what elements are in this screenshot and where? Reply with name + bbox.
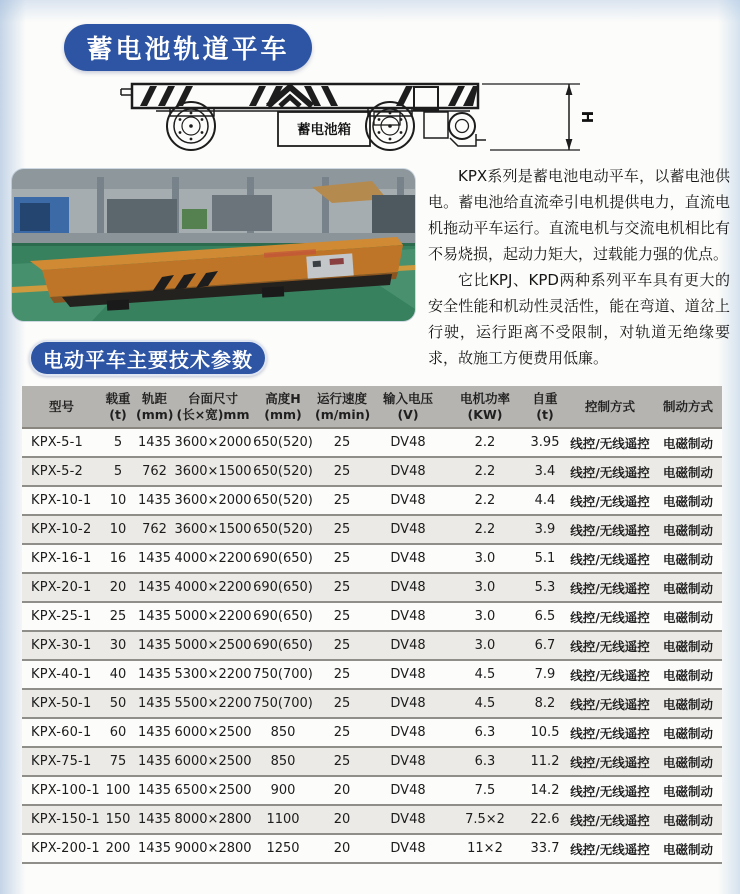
cell-self-weight: 3.95 <box>524 428 566 457</box>
cell-speed: 20 <box>314 805 370 834</box>
column-header-power: 电机功率 (KW) <box>446 386 524 428</box>
cell-voltage: DV48 <box>370 718 446 747</box>
cell-control: 线控/无线遥控 <box>566 805 654 834</box>
table-row-KPX-5-1 <box>22 428 722 457</box>
cell-deck-size: 8000×2800 <box>174 805 252 834</box>
table-row-KPX-16-1 <box>22 544 722 573</box>
cell-self-weight: 4.4 <box>524 486 566 515</box>
cell-self-weight: 7.9 <box>524 660 566 689</box>
cell-brake: 电磁制动 <box>654 834 722 863</box>
cell-control: 线控/无线遥控 <box>566 544 654 573</box>
table-row-KPX-75-1 <box>22 747 722 776</box>
description-paragraph-2: 它比KPJ、KPD两种系列平车具有更大的安全性能和机动性灵活性，能在弯道、道岔上行驶，运行距离不受限制，对轨道无绝缘要求，故施工方便费用低廉。 <box>428 271 730 367</box>
cell-deck-size: 3600×1500 <box>174 515 252 544</box>
cell-voltage: DV48 <box>370 602 446 631</box>
cell-voltage: DV48 <box>370 747 446 776</box>
cell-gauge: 1435 <box>135 428 174 457</box>
cell-load: 5 <box>101 457 135 486</box>
section-title: 电动平车主要技术参数 <box>43 347 253 372</box>
cell-power: 3.0 <box>446 631 524 660</box>
cell-gauge: 1435 <box>135 544 174 573</box>
cell-voltage: DV48 <box>370 834 446 863</box>
cell-load: 150 <box>101 805 135 834</box>
cell-height: 690(650) <box>252 631 314 660</box>
battery-box-label: 蓄电池箱 <box>297 122 351 138</box>
drive-unit <box>424 112 486 146</box>
cell-speed: 25 <box>314 747 370 776</box>
cell-control: 线控/无线遥控 <box>566 486 654 515</box>
cell-gauge: 762 <box>135 457 174 486</box>
cell-model: KPX-60-1 <box>22 718 101 747</box>
cell-brake: 电磁制动 <box>654 631 722 660</box>
cell-gauge: 1435 <box>135 486 174 515</box>
cell-height: 650(520) <box>252 486 314 515</box>
cell-gauge: 762 <box>135 515 174 544</box>
cell-power: 2.2 <box>446 515 524 544</box>
cell-deck-size: 5000×2500 <box>174 631 252 660</box>
column-header-load: 载重 (t) <box>101 386 135 428</box>
cell-self-weight: 3.4 <box>524 457 566 486</box>
column-header-gauge: 轨距 (mm) <box>135 386 174 428</box>
height-dimension <box>482 84 596 150</box>
cell-load: 5 <box>101 428 135 457</box>
cell-model: KPX-50-1 <box>22 689 101 718</box>
wheel-rear <box>366 102 414 150</box>
hazard-stripes-right <box>396 86 478 110</box>
table-row-KPX-40-1 <box>22 660 722 689</box>
cell-model: KPX-200-1 <box>22 834 101 863</box>
cell-power: 3.0 <box>446 544 524 573</box>
cell-speed: 25 <box>314 486 370 515</box>
cell-brake: 电磁制动 <box>654 718 722 747</box>
cell-control: 线控/无线遥控 <box>566 660 654 689</box>
table-row-KPX-10-1 <box>22 486 722 515</box>
cell-deck-size: 5000×2200 <box>174 602 252 631</box>
cell-power: 7.5 <box>446 776 524 805</box>
cell-deck-size: 6000×2500 <box>174 718 252 747</box>
column-header-voltage: 输入电压 (V) <box>370 386 446 428</box>
cell-speed: 25 <box>314 660 370 689</box>
section-title-banner <box>29 340 267 376</box>
cell-self-weight: 22.6 <box>524 805 566 834</box>
cell-brake: 电磁制动 <box>654 660 722 689</box>
cell-height: 900 <box>252 776 314 805</box>
table-row-KPX-30-1 <box>22 631 722 660</box>
spec-table <box>22 386 722 864</box>
cell-model: KPX-100-1 <box>22 776 101 805</box>
column-header-control: 控制方式 <box>566 386 654 428</box>
cell-gauge: 1435 <box>135 660 174 689</box>
cell-power: 6.3 <box>446 718 524 747</box>
cell-speed: 25 <box>314 515 370 544</box>
cell-model: KPX-150-1 <box>22 805 101 834</box>
cell-power: 2.2 <box>446 428 524 457</box>
cell-brake: 电磁制动 <box>654 602 722 631</box>
cell-self-weight: 5.3 <box>524 573 566 602</box>
cell-brake: 电磁制动 <box>654 689 722 718</box>
cell-speed: 25 <box>314 573 370 602</box>
header-row <box>22 386 722 428</box>
column-header-speed: 运行速度 (m/min) <box>314 386 370 428</box>
cell-load: 100 <box>101 776 135 805</box>
cell-speed: 25 <box>314 689 370 718</box>
cell-model: KPX-25-1 <box>22 602 101 631</box>
cell-power: 7.5×2 <box>446 805 524 834</box>
cell-height: 850 <box>252 747 314 776</box>
cell-voltage: DV48 <box>370 689 446 718</box>
cell-gauge: 1435 <box>135 747 174 776</box>
cell-voltage: DV48 <box>370 457 446 486</box>
column-header-height: 高度H (mm) <box>252 386 314 428</box>
cell-load: 30 <box>101 631 135 660</box>
cell-voltage: DV48 <box>370 544 446 573</box>
cell-voltage: DV48 <box>370 428 446 457</box>
cell-height: 650(520) <box>252 428 314 457</box>
cell-speed: 25 <box>314 428 370 457</box>
cell-brake: 电磁制动 <box>654 544 722 573</box>
cell-deck-size: 3600×1500 <box>174 457 252 486</box>
cell-load: 60 <box>101 718 135 747</box>
cell-model: KPX-40-1 <box>22 660 101 689</box>
description-paragraph-1: KPX系列是蓄电池电动平车，以蓄电池供电。蓄电池给直流牵引电机提供电力，直流电机拖动平车运行。直流电机与交流电机相比有不易烧损，起动力矩大，过载能力强的优点。 <box>428 167 730 263</box>
cell-model: KPX-5-1 <box>22 428 101 457</box>
cell-gauge: 1435 <box>135 718 174 747</box>
column-header-model: 型号 <box>22 386 101 428</box>
cell-speed: 25 <box>314 544 370 573</box>
cell-voltage: DV48 <box>370 805 446 834</box>
cell-brake: 电磁制动 <box>654 515 722 544</box>
cell-brake: 电磁制动 <box>654 486 722 515</box>
cell-height: 650(520) <box>252 515 314 544</box>
cell-model: KPX-10-2 <box>22 515 101 544</box>
product-description <box>428 163 730 367</box>
cell-load: 25 <box>101 602 135 631</box>
cell-brake: 电磁制动 <box>654 805 722 834</box>
wheel-front <box>167 102 215 150</box>
cell-voltage: DV48 <box>370 660 446 689</box>
table-row-KPX-150-1 <box>22 805 722 834</box>
cell-load: 16 <box>101 544 135 573</box>
table-row-KPX-200-1 <box>22 834 722 863</box>
cell-gauge: 1435 <box>135 776 174 805</box>
cell-control: 线控/无线遥控 <box>566 428 654 457</box>
cell-self-weight: 5.1 <box>524 544 566 573</box>
cell-load: 10 <box>101 486 135 515</box>
table-row-KPX-50-1 <box>22 689 722 718</box>
cell-deck-size: 6000×2500 <box>174 747 252 776</box>
cell-power: 6.3 <box>446 747 524 776</box>
cell-brake: 电磁制动 <box>654 776 722 805</box>
cell-control: 线控/无线遥控 <box>566 689 654 718</box>
cell-gauge: 1435 <box>135 805 174 834</box>
cell-brake: 电磁制动 <box>654 747 722 776</box>
cell-voltage: DV48 <box>370 776 446 805</box>
cell-control: 线控/无线遥控 <box>566 747 654 776</box>
product-photo-scene <box>12 169 415 321</box>
cell-voltage: DV48 <box>370 486 446 515</box>
table-row-KPX-60-1 <box>22 718 722 747</box>
cell-height: 750(700) <box>252 660 314 689</box>
column-header-self-weight: 自重 (t) <box>524 386 566 428</box>
cell-deck-size: 4000×2200 <box>174 573 252 602</box>
cell-load: 200 <box>101 834 135 863</box>
cell-deck-size: 3600×2000 <box>174 486 252 515</box>
cell-height: 750(700) <box>252 689 314 718</box>
cell-gauge: 1435 <box>135 573 174 602</box>
technical-drawing <box>118 74 623 162</box>
cell-self-weight: 8.2 <box>524 689 566 718</box>
cell-power: 3.0 <box>446 602 524 631</box>
cell-deck-size: 4000×2200 <box>174 544 252 573</box>
cell-height: 690(650) <box>252 573 314 602</box>
page-title-banner <box>64 24 312 71</box>
cell-brake: 电磁制动 <box>654 428 722 457</box>
cell-height: 690(650) <box>252 544 314 573</box>
cell-power: 2.2 <box>446 486 524 515</box>
cell-speed: 20 <box>314 834 370 863</box>
hazard-stripes-middle <box>249 86 338 106</box>
cell-control: 线控/无线遥控 <box>566 573 654 602</box>
cell-power: 3.0 <box>446 573 524 602</box>
product-photo <box>12 169 415 321</box>
cell-height: 1250 <box>252 834 314 863</box>
cell-voltage: DV48 <box>370 515 446 544</box>
column-header-deck-size: 台面尺寸 (长×宽)mm <box>174 386 252 428</box>
cell-load: 10 <box>101 515 135 544</box>
table-row-KPX-5-2 <box>22 457 722 486</box>
cell-model: KPX-75-1 <box>22 747 101 776</box>
page-title: 蓄电池轨道平车 <box>86 35 290 65</box>
cell-self-weight: 10.5 <box>524 718 566 747</box>
cell-brake: 电磁制动 <box>654 573 722 602</box>
cell-gauge: 1435 <box>135 689 174 718</box>
cell-self-weight: 14.2 <box>524 776 566 805</box>
cell-deck-size: 5500×2200 <box>174 689 252 718</box>
cell-height: 650(520) <box>252 457 314 486</box>
cell-control: 线控/无线遥控 <box>566 602 654 631</box>
cell-deck-size: 5300×2200 <box>174 660 252 689</box>
table-row-KPX-100-1 <box>22 776 722 805</box>
cell-speed: 25 <box>314 602 370 631</box>
cell-load: 50 <box>101 689 135 718</box>
cell-load: 75 <box>101 747 135 776</box>
cell-power: 4.5 <box>446 660 524 689</box>
cell-speed: 25 <box>314 718 370 747</box>
cell-power: 2.2 <box>446 457 524 486</box>
cell-height: 850 <box>252 718 314 747</box>
cell-self-weight: 11.2 <box>524 747 566 776</box>
table-row-KPX-20-1 <box>22 573 722 602</box>
cell-power: 11×2 <box>446 834 524 863</box>
cell-gauge: 1435 <box>135 631 174 660</box>
cell-voltage: DV48 <box>370 631 446 660</box>
cell-deck-size: 6500×2500 <box>174 776 252 805</box>
cell-load: 20 <box>101 573 135 602</box>
height-dimension-label: H <box>578 110 596 124</box>
cell-gauge: 1435 <box>135 602 174 631</box>
table-row-KPX-10-2 <box>22 515 722 544</box>
cell-height: 690(650) <box>252 602 314 631</box>
cell-height: 1100 <box>252 805 314 834</box>
cell-deck-size: 3600×2000 <box>174 428 252 457</box>
cell-load: 40 <box>101 660 135 689</box>
cell-voltage: DV48 <box>370 573 446 602</box>
cell-control: 线控/无线遥控 <box>566 776 654 805</box>
cell-speed: 25 <box>314 457 370 486</box>
cell-self-weight: 3.9 <box>524 515 566 544</box>
cell-model: KPX-10-1 <box>22 486 101 515</box>
cell-control: 线控/无线遥控 <box>566 457 654 486</box>
cell-model: KPX-20-1 <box>22 573 101 602</box>
spec-table-wrap <box>22 386 722 864</box>
table-row-KPX-25-1 <box>22 602 722 631</box>
cell-self-weight: 6.7 <box>524 631 566 660</box>
cell-control: 线控/无线遥控 <box>566 515 654 544</box>
cell-self-weight: 33.7 <box>524 834 566 863</box>
cell-gauge: 1435 <box>135 834 174 863</box>
cell-control: 线控/无线遥控 <box>566 718 654 747</box>
cell-control: 线控/无线遥控 <box>566 631 654 660</box>
cell-speed: 25 <box>314 631 370 660</box>
cell-control: 线控/无线遥控 <box>566 834 654 863</box>
column-header-brake: 制动方式 <box>654 386 722 428</box>
cell-speed: 20 <box>314 776 370 805</box>
cell-brake: 电磁制动 <box>654 457 722 486</box>
cell-model: KPX-5-2 <box>22 457 101 486</box>
cell-deck-size: 9000×2800 <box>174 834 252 863</box>
cell-model: KPX-30-1 <box>22 631 101 660</box>
cell-power: 4.5 <box>446 689 524 718</box>
cell-model: KPX-16-1 <box>22 544 101 573</box>
cell-self-weight: 6.5 <box>524 602 566 631</box>
